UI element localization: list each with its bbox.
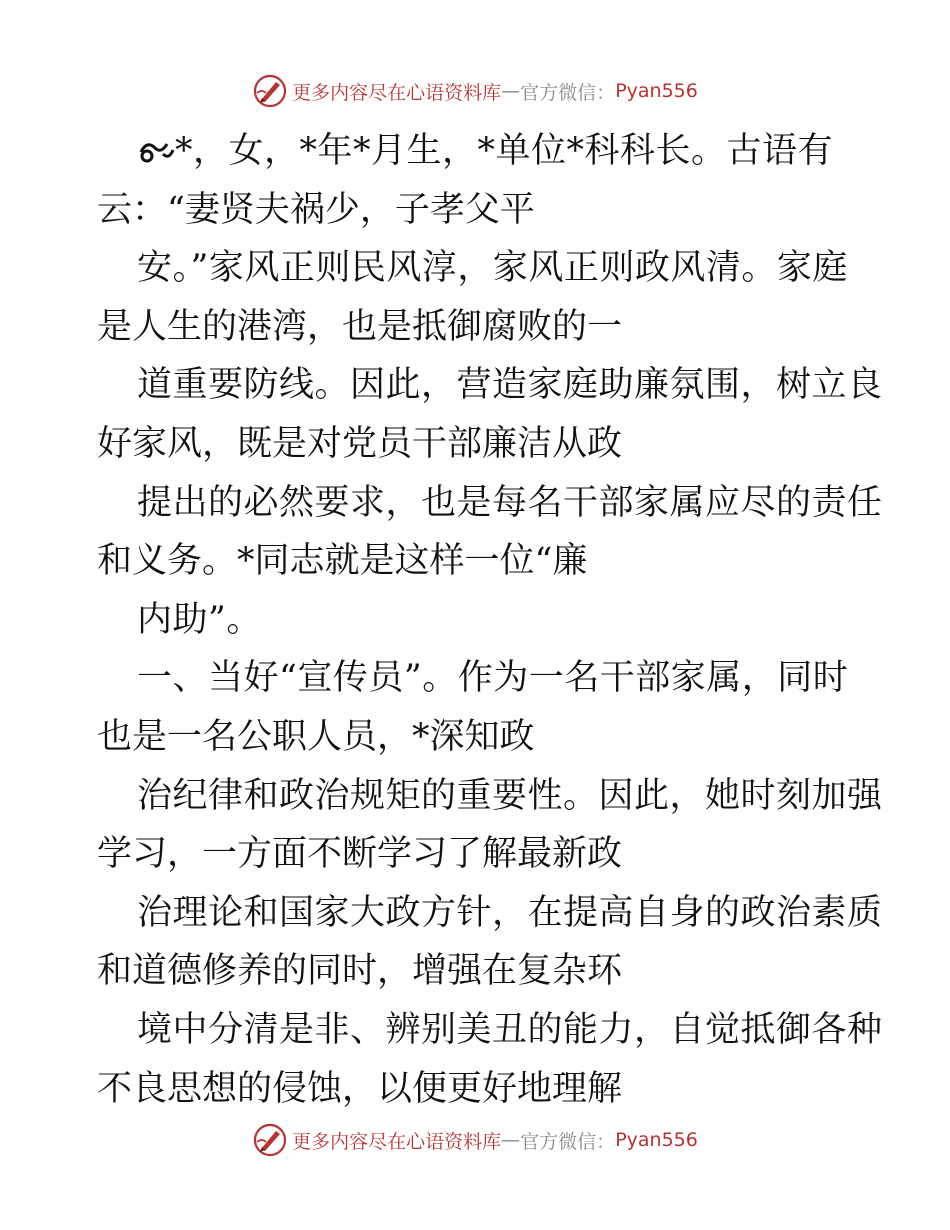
paragraph-line: 道重要防线。因此，营造家庭助廉氛围，树立良 (137, 365, 883, 406)
paragraph-line: 境中分清是非、辨别美丑的能力，自觉抵御各种 (137, 1009, 883, 1050)
paragraph-1 (97, 122, 857, 239)
paragraph-8 (97, 884, 883, 1001)
footer-banner (0, 1120, 950, 1160)
pen-circle-logo-icon (252, 1122, 288, 1158)
banner-dash: — (501, 80, 521, 102)
paragraph-line: *，女，*年*月生，*单位*科科长。古语有 (175, 131, 834, 171)
paragraph-line: 是人生的港湾，也是抵御腐败的一 (97, 306, 623, 347)
paragraph-line: 内助”。 (137, 599, 262, 640)
paragraph-line: 和义务。*同志就是这样一位“廉 (97, 541, 588, 582)
banner-wechat-label: 官方微信： (520, 81, 616, 104)
paragraph-line: 好家风，既是对党员干部廉洁从政 (97, 423, 623, 464)
paragraph-3 (97, 356, 883, 473)
paragraph-line: 云：“妻贤夫祸少，子孝父平 (97, 189, 535, 230)
paragraph-line: 学习，一方面不断学习了解最新政 (97, 834, 623, 875)
paragraph-line: 不良思想的侵蚀，以便更好地理解 (97, 1068, 623, 1109)
banner-wechat-id: Pyan556 (615, 80, 698, 102)
pen-circle-logo-icon (252, 73, 288, 109)
paragraph-line: 安。”家风正则民风淳，家风正则政风清。家庭 (137, 248, 848, 289)
paragraph-9 (97, 1001, 883, 1118)
document-body (97, 122, 883, 1118)
paragraph-line: 和道德修养的同时，增强在复杂环 (97, 951, 623, 992)
banner-wechat-id: Pyan556 (615, 1129, 698, 1151)
banner-dash: — (501, 1129, 521, 1151)
banner-main-text: 更多内容尽在心语资料库 (292, 1130, 502, 1153)
banner-main-text: 更多内容尽在心语资料库 (292, 81, 502, 104)
paragraph-2 (97, 239, 857, 356)
paragraph-line: 治纪律和政治规矩的重要性。因此，她时刻加强 (137, 775, 883, 816)
paragraph-6 (97, 649, 857, 766)
paragraph-7 (97, 767, 883, 884)
paragraph-line: 提出的必然要求，也是每名干部家属应尽的责任 (137, 482, 883, 523)
paragraph-line: 一、当好“宣传员”。作为一名干部家属，同时 (137, 658, 849, 699)
paragraph-4 (97, 474, 883, 591)
paragraph-line: 也是一名公职人员，*深知政 (97, 716, 535, 757)
banner-wechat-label: 官方微信： (520, 1130, 616, 1153)
ornament-bullet-icon (137, 136, 175, 164)
header-banner (0, 71, 950, 111)
paragraph-line: 治理论和国家大政方针，在提高自身的政治素质 (137, 892, 883, 933)
paragraph-5 (97, 591, 857, 650)
